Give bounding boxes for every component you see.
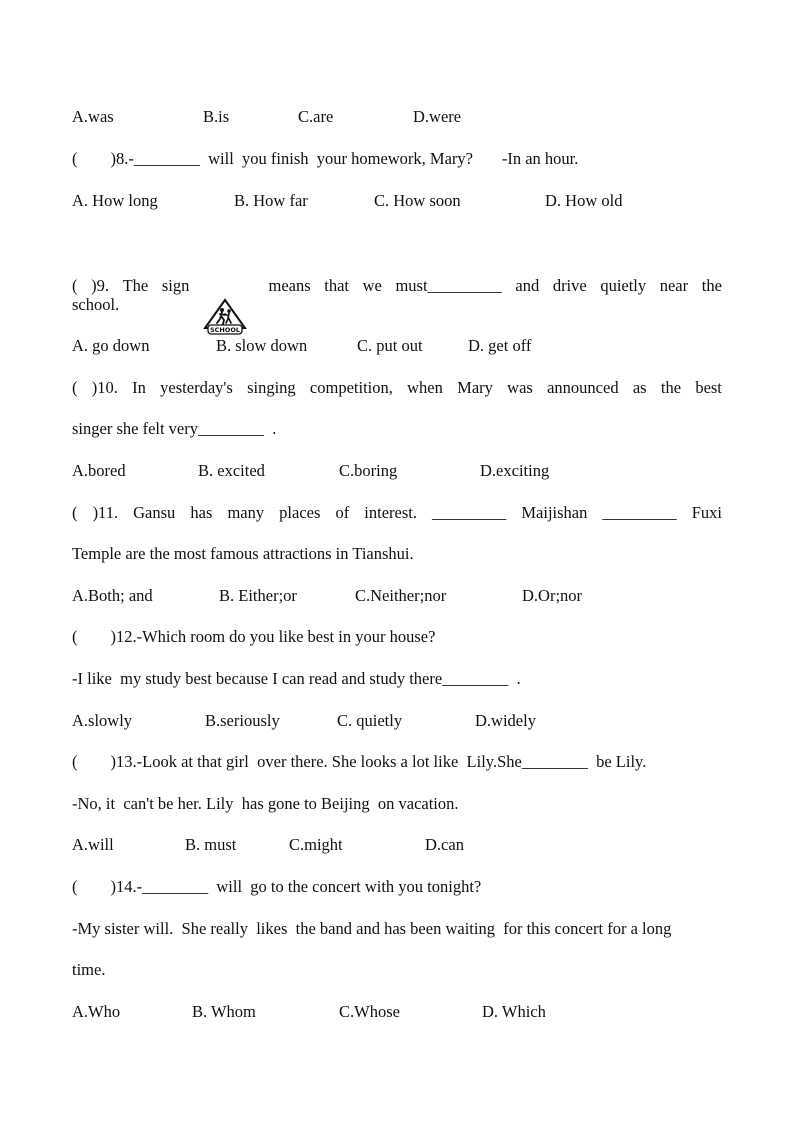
q12-option-a[interactable]: A.slowly xyxy=(72,711,133,730)
q10-stem-word: yesterday's xyxy=(160,378,233,397)
q14-option-d[interactable]: D. Which xyxy=(482,1002,546,1021)
q11-stem xyxy=(72,503,722,523)
q11-option-c[interactable]: C.Neither;nor xyxy=(355,586,447,605)
q7-option-a[interactable]: A.was xyxy=(72,107,114,126)
q11-stem-word: of xyxy=(335,503,350,522)
q12-answer-line: -I like my study best because I can read and study there________ . xyxy=(72,669,521,688)
q10-stem-word: ( xyxy=(72,378,78,397)
q10-option-d[interactable]: D.exciting xyxy=(480,461,550,480)
q11-stem-word: )11. xyxy=(92,503,119,522)
q10-stem-word: )10. xyxy=(91,378,118,397)
q14-option-b[interactable]: B. Whom xyxy=(192,1002,256,1021)
q9-stem-word: drive xyxy=(552,276,587,295)
q10-option-b[interactable]: B. excited xyxy=(198,461,265,480)
q11-stem-word: Fuxi xyxy=(691,503,722,522)
sign-label: SCHOOL xyxy=(209,326,240,334)
q9-stem-word: must_________ xyxy=(395,276,502,295)
q13-option-b[interactable]: B. must xyxy=(185,835,237,854)
q9-stem-word: and xyxy=(515,276,540,295)
q10-stem-word: In xyxy=(132,378,146,397)
school-crossing-sign-icon xyxy=(203,258,247,334)
q8-option-c[interactable]: C. How soon xyxy=(374,191,461,210)
q11-stem-word: Maijishan xyxy=(521,503,588,522)
q8-option-a[interactable]: A. How long xyxy=(72,191,158,210)
q9-option-a[interactable]: A. go down xyxy=(72,336,150,355)
q14-answer-line: -My sister will. She really likes the band and has been waiting for this concert for a long xyxy=(72,919,672,938)
q9-stem-word: that xyxy=(324,276,350,295)
q14-stem: ( )14.-________ will go to the concert with you tonight? xyxy=(72,877,482,896)
q8-stem: ( )8.-________ will you finish your homework, Mary? -In an hour. xyxy=(72,149,579,168)
q10-stem-word: was xyxy=(507,378,533,397)
q11-stem-word: Gansu xyxy=(133,503,176,522)
q11-stem-word: has xyxy=(190,503,213,522)
q11-stem-word: places xyxy=(279,503,321,522)
q11-option-a[interactable]: A.Both; and xyxy=(72,586,153,605)
q14-option-a[interactable]: A.Who xyxy=(72,1002,121,1021)
q9-stem-word: means xyxy=(268,276,311,295)
q11-option-d[interactable]: D.Or;nor xyxy=(522,586,583,605)
q11-stem-word: many xyxy=(227,503,265,522)
q9-stem-word: The xyxy=(122,276,149,295)
q8-option-d[interactable]: D. How old xyxy=(545,191,623,210)
q9-stem xyxy=(72,258,722,334)
q10-stem-word: best xyxy=(695,378,722,397)
q7-option-d[interactable]: D.were xyxy=(413,107,462,126)
q14-answer-line2: time. xyxy=(72,960,106,979)
q10-stem-word: singing xyxy=(247,378,296,397)
q9-stem-word: we xyxy=(362,276,382,295)
q9-stem-line2: school. xyxy=(72,295,120,314)
q10-stem-word: Mary xyxy=(457,378,493,397)
q10-stem-line2: singer she felt very________ . xyxy=(72,419,277,438)
q9-stem-word: quietly xyxy=(600,276,647,295)
q11-stem-line2: Temple are the most famous attractions in Tianshui. xyxy=(72,544,414,563)
q11-stem-word: _________ xyxy=(602,503,677,522)
q12-option-d[interactable]: D.widely xyxy=(475,711,536,730)
q9-stem-word: the xyxy=(701,276,722,295)
q9-option-b[interactable]: B. slow down xyxy=(216,336,308,355)
q9-option-d[interactable]: D. get off xyxy=(468,336,532,355)
q7-option-b[interactable]: B.is xyxy=(203,107,230,126)
q13-option-a[interactable]: A.will xyxy=(72,835,114,854)
q12-option-b[interactable]: B.seriously xyxy=(205,711,280,730)
q12-stem: ( )12.-Which room do you like best in your house? xyxy=(72,627,436,646)
q13-option-c[interactable]: C.might xyxy=(289,835,343,854)
q8-option-b[interactable]: B. How far xyxy=(234,191,308,210)
q14-option-c[interactable]: C.Whose xyxy=(339,1002,400,1021)
q13-answer-line: -No, it can't be her. Lily has gone to Beijing on vacation. xyxy=(72,794,459,813)
q10-stem xyxy=(72,378,722,398)
q7-option-c[interactable]: C.are xyxy=(298,107,334,126)
q11-stem-word: _________ xyxy=(432,503,507,522)
q13-option-d[interactable]: D.can xyxy=(425,835,464,854)
q9-stem-word: ( xyxy=(72,276,78,295)
q11-stem-word: interest. xyxy=(364,503,417,522)
q11-option-b[interactable]: B. Either;or xyxy=(219,586,297,605)
q9-stem-word: )9. xyxy=(91,276,109,295)
q10-stem-word: when xyxy=(407,378,443,397)
q11-stem-word: ( xyxy=(72,503,78,522)
q9-option-c[interactable]: C. put out xyxy=(357,336,423,355)
q10-stem-word: announced xyxy=(547,378,619,397)
q10-stem-word: competition, xyxy=(309,378,393,397)
q10-option-c[interactable]: C.boring xyxy=(339,461,398,480)
q10-stem-word: the xyxy=(660,378,682,397)
q13-stem: ( )13.-Look at that girl over there. She looks a lot like Lily.She________ be Lily. xyxy=(72,752,647,771)
q9-stem-word: sign xyxy=(161,276,190,295)
q9-stem-word: near xyxy=(659,276,689,295)
q10-stem-word: as xyxy=(632,378,647,397)
q12-option-c[interactable]: C. quietly xyxy=(337,711,403,730)
q10-option-a[interactable]: A.bored xyxy=(72,461,126,480)
